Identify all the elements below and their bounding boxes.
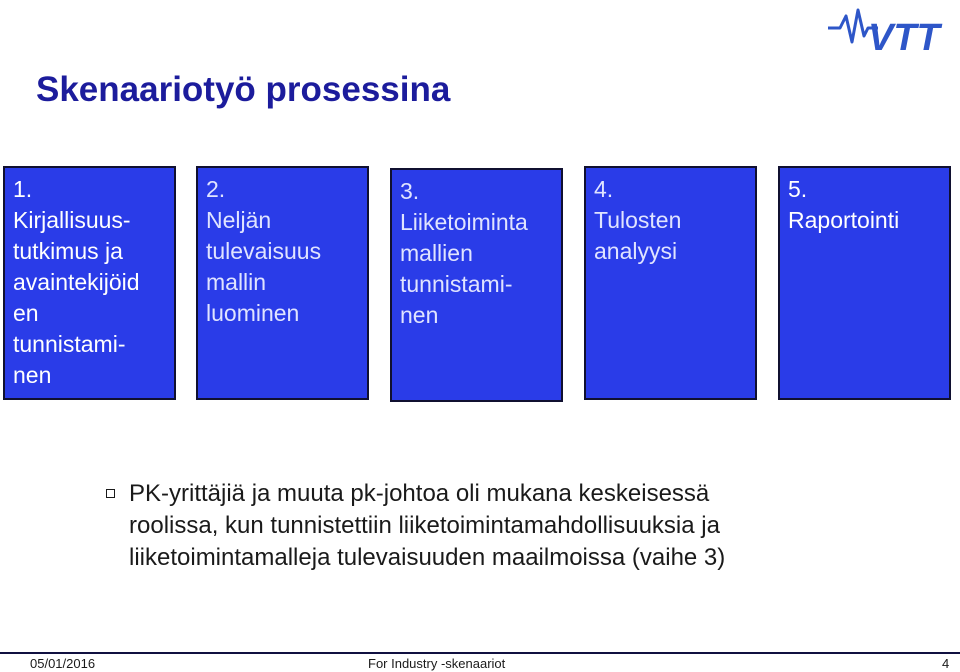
step-line: mallien (400, 240, 473, 266)
step-line: 1. (13, 176, 33, 202)
process-step-3 (390, 168, 563, 402)
process-step-1 (3, 166, 176, 400)
step-line: Raportointi (788, 207, 900, 233)
process-step-2 (196, 166, 369, 400)
step-line: Kirjallisuus- (13, 207, 131, 233)
step-line: en (13, 300, 39, 326)
vtt-logo-text: VTT (868, 17, 940, 54)
step-line: 3. (400, 178, 420, 204)
step-line: Liiketoiminta (400, 209, 528, 235)
footer-title: For Industry -skenaariot (368, 656, 506, 671)
step-line: nen (400, 302, 439, 328)
step-line: analyysi (594, 238, 678, 264)
step-line: nen (13, 362, 52, 388)
process-step-5 (778, 166, 951, 400)
step-line: luominen (206, 300, 300, 326)
footer-divider (0, 652, 960, 654)
step-line: 5. (788, 176, 808, 202)
footer-date: 05/01/2016 (30, 656, 96, 671)
bullet-text-line: roolissa, kun tunnistettiin liiketoimintamahdollisuuksia ja (129, 512, 720, 539)
step-line: tutkimus ja (13, 238, 123, 264)
slide-title: Skenaariotyö prosessina (36, 70, 451, 109)
step-line: Tulosten (594, 207, 682, 233)
step-line: mallin (206, 269, 267, 295)
bullet-point (106, 478, 866, 574)
bullet-text-line: PK-yrittäjiä ja muuta pk-johtoa oli mukana keskeisessä (129, 480, 710, 507)
vtt-logo (826, 6, 958, 54)
step-line: 2. (206, 176, 226, 202)
step-line: tunnistami- (13, 331, 126, 357)
bullet-text-line: liiketoimintamalleja tulevaisuuden maailmoissa (vaihe 3) (129, 544, 726, 571)
page-number: 4 (942, 656, 950, 671)
step-line: tulevaisuus (206, 238, 322, 264)
step-line: Neljän (206, 207, 272, 233)
step-line: 4. (594, 176, 614, 202)
step-line: avaintekijöid (13, 269, 140, 295)
square-bullet-icon (106, 489, 115, 498)
process-step-4 (584, 166, 757, 400)
step-line: tunnistami- (400, 271, 513, 297)
